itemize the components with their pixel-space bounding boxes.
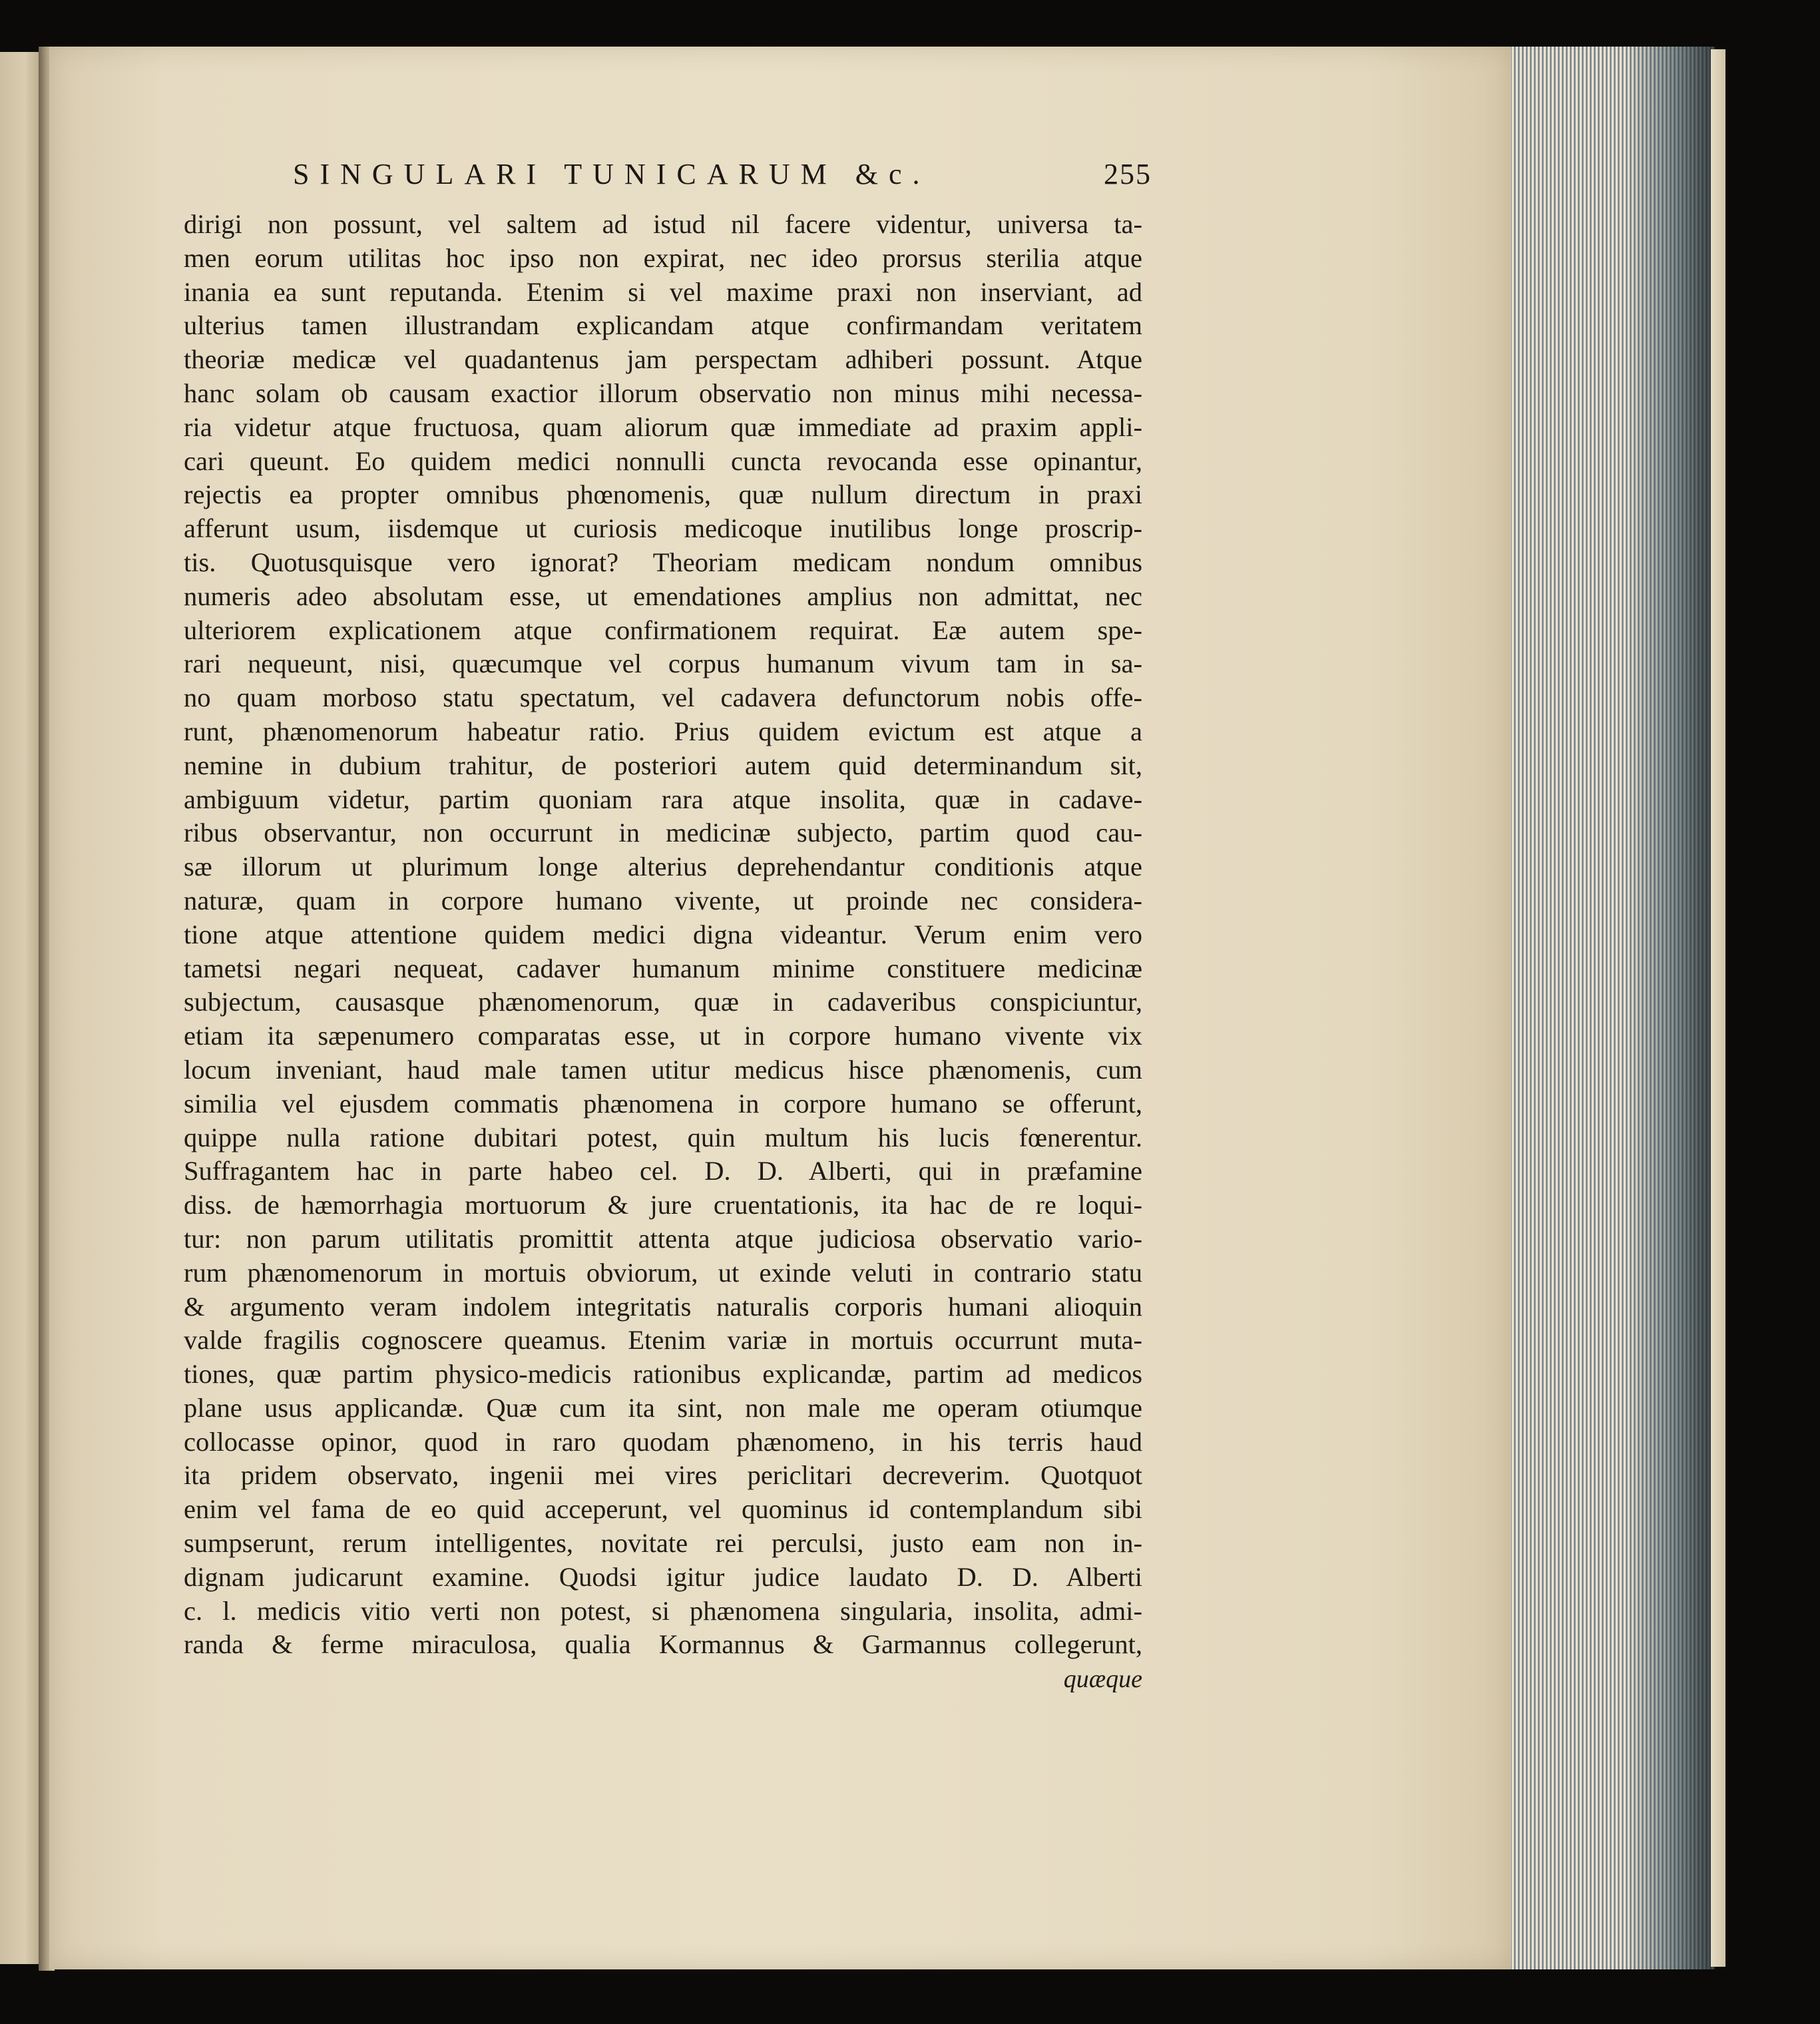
- text-line: nemine in dubium trahitur, de posteriori autem quid determinandum sit,: [184, 750, 1142, 780]
- text-line: tis. Quotusquisque vero ignorat? Theoriam medicam nondum omnibus: [184, 547, 1142, 577]
- text-line: rum phænomenorum in mortuis obviorum, ut exinde veluti in contrario statu: [184, 1257, 1142, 1288]
- text-line: similia vel ejusdem commatis phænomena in corpore humano se offerunt,: [184, 1088, 1142, 1119]
- text-line: quippe nulla ratione dubitari potest, quin multum his lucis fœnerentur.: [184, 1122, 1142, 1152]
- left-page-edge: [0, 52, 41, 1964]
- running-head: [293, 157, 1152, 204]
- text-line: rejectis ea propter omnibus phœnomenis, quæ nullum directum in praxi: [184, 479, 1142, 510]
- fore-edge-shadow: [1624, 47, 1715, 1969]
- text-line: dirigi non possunt, vel saltem ad istud nil facere videntur, universa ta-: [184, 209, 1142, 239]
- text-line: ria videtur atque fructuosa, quam aliorum quæ immediate ad praxim appli-: [184, 411, 1142, 442]
- text-line: tione atque attentione quidem medici digna videantur. Verum enim vero: [184, 919, 1142, 949]
- text-line: subjectum, causasque phænomenorum, quæ in cadaveribus conspiciuntur,: [184, 987, 1142, 1017]
- text-line: ribus observantur, non occurrunt in medicinæ subjecto, partim quod cau-: [184, 818, 1142, 848]
- text-line: inania ea sunt reputanda. Etenim si vel maxime praxi non inserviant, ad: [184, 276, 1142, 307]
- text-line: ulterius tamen illustrandam explicandam atque confirmandam veritatem: [184, 310, 1142, 341]
- page-number: 255: [1104, 158, 1152, 190]
- text-line: ulteriorem explicationem atque confirmationem requirat. Eæ autem spe-: [184, 615, 1142, 645]
- text-line: rari nequeunt, nisi, quæcumque vel corpus humanum vivum tam in sa-: [184, 648, 1142, 679]
- text-line: collocasse opinor, quod in raro quodam phænomeno, in his terris haud: [184, 1426, 1142, 1457]
- text-line: afferunt usum, iisdemque ut curiosis medicoque inutilibus longe proscrip-: [184, 513, 1142, 544]
- text-line: hanc solam ob causam exactior illorum observatio non minus mihi necessa-: [184, 378, 1142, 408]
- text-line: Suffragantem hac in parte habeo cel. D. D. Alberti, qui in præfamine: [184, 1156, 1142, 1186]
- catchword: quæque: [1063, 1665, 1142, 1693]
- text-line: plane usus applicandæ. Quæ cum ita sint, non male me operam otiumque: [184, 1392, 1142, 1423]
- text-line: runt, phænomenorum habeatur ratio. Prius quidem evictum est atque a: [184, 716, 1142, 746]
- text-line: theoriæ medicæ vel quadantenus jam perspectam adhiberi possunt. Atque: [184, 344, 1142, 375]
- text-line: tur: non parum utilitatis promittit attenta atque judiciosa observatio vario-: [184, 1223, 1142, 1254]
- text-line: tiones, quæ partim physico-medicis rationibus explicandæ, partim ad medicos: [184, 1359, 1142, 1390]
- text-line: cari queunt. Eo quidem medici nonnulli cuncta revocanda esse opinantur,: [184, 445, 1142, 476]
- text-line: c. l. medicis vitio verti non potest, si phænomena singularia, insolita, admi-: [184, 1595, 1142, 1626]
- text-line: dignam judicarunt examine. Quodsi igitur judice laudato D. D. Alberti: [184, 1561, 1142, 1592]
- text-line: locum inveniant, haud male tamen utitur medicus hisce phænomenis, cum: [184, 1054, 1142, 1085]
- text-line: enim vel fama de eo quid acceperunt, vel quominus id contemplandum sibi: [184, 1494, 1142, 1525]
- text-line: diss. de hæmorrhagia mortuorum & jure cruentationis, ita hac de re loqui-: [184, 1190, 1142, 1220]
- text-line: ita pridem observato, ingenii mei vires periclitari decreverim. Quotquot: [184, 1460, 1142, 1491]
- running-title: SINGULARI TUNICARUM &c.: [293, 158, 931, 190]
- text-line: men eorum utilitas hoc ipso non expirat, nec ideo prorsus sterilia atque: [184, 242, 1142, 273]
- text-line: valde fragilis cognoscere queamus. Etenim variæ in mortuis occurrunt muta-: [184, 1325, 1142, 1356]
- body-text: [184, 208, 1142, 1662]
- text-line: numeris adeo absolutam esse, ut emendationes amplius non admittat, nec: [184, 581, 1142, 611]
- text-line: tametsi negari nequeat, cadaver humanum minime constituere medicinæ: [184, 953, 1142, 983]
- text-line: sæ illorum ut plurimum longe alterius deprehendantur conditionis atque: [184, 852, 1142, 882]
- text-line: randa & ferme miraculosa, qualia Kormannus & Garmannus collegerunt,: [184, 1629, 1142, 1660]
- text-line: no quam morboso statu spectatum, vel cadavera defunctorum nobis offe-: [184, 682, 1142, 713]
- text-line: naturæ, quam in corpore humano vivente, ut proinde nec considera-: [184, 885, 1142, 915]
- text-line: etiam ita sæpenumero comparatas esse, ut in corpore humano vivente vix: [184, 1021, 1142, 1051]
- text-line: & argumento veram indolem integritatis naturalis corporis humani alioquin: [184, 1291, 1142, 1322]
- text-line: sumpserunt, rerum intelligentes, novitate rei perculsi, justo eam non in-: [184, 1528, 1142, 1559]
- text-line: ambiguum videtur, partim quoniam rara atque insolita, quæ in cadave-: [184, 784, 1142, 814]
- cover-edge: [1711, 49, 1725, 1967]
